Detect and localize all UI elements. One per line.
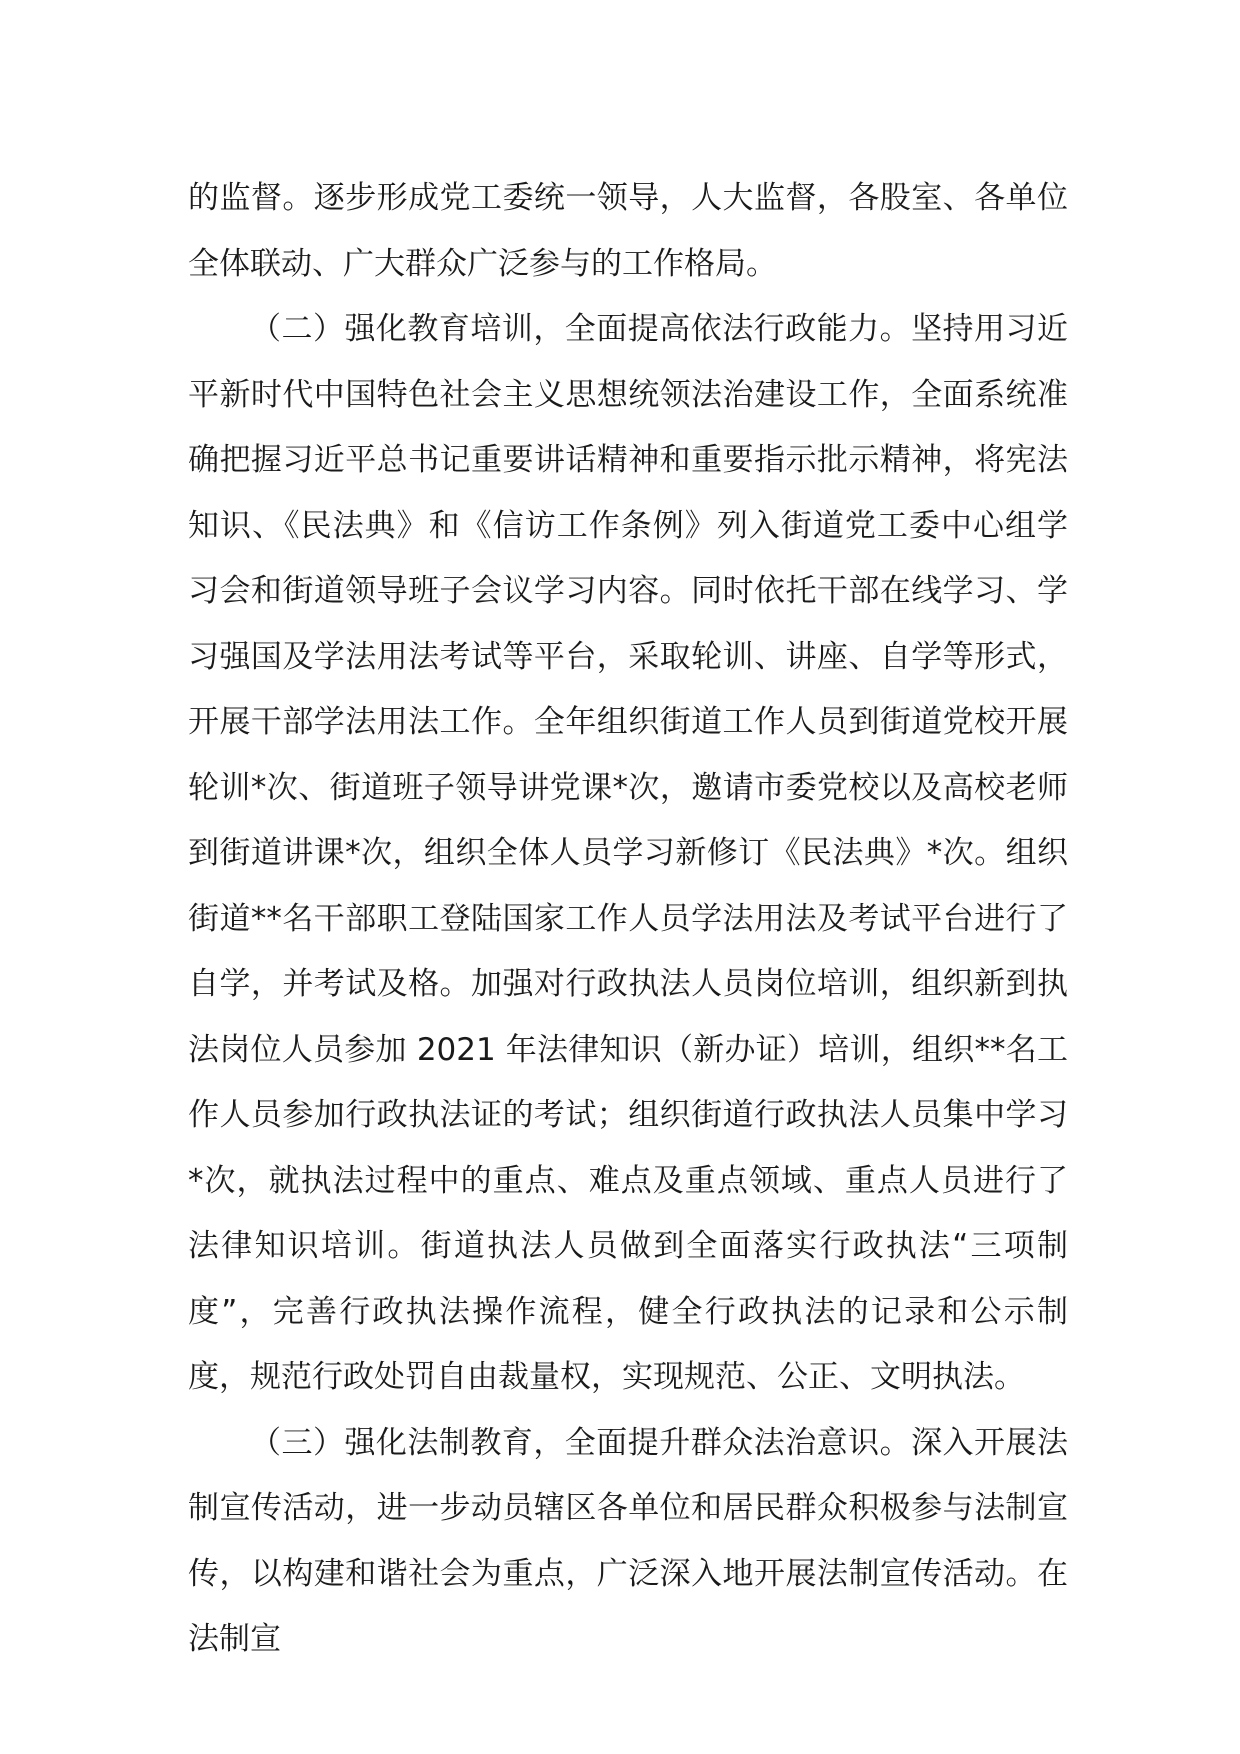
- paragraph-continuation: 的监督。逐步形成党工委统一领导，人大监督，各股室、各单位全体联动、广大群众广泛参与的工作格局。: [188, 180, 1068, 282]
- paragraph-section-three: （三）强化法制教育，全面提升群众法治意识。深入开展法制宣传活动，进一步动员辖区各单位和居民群众积极参与法制宣传，以构建和谐社会为重点，广泛深入地开展法制宣传活动。在法制宣: [188, 1424, 1068, 1657]
- paragraph-section-two: （二）强化教育培训，全面提高依法行政能力。坚持用习近平新时代中国特色社会主义思想统领法治建设工作，全面系统准确把握习近平总书记重要讲话精神和重要指示批示精神，将宪法知识、《民法典》和《信访工作条例》列入街道党工委中心组学习会和街道领导班子会议学习内容。同时依托干部在线学习、学习强国及学法用法考试等平台，采取轮训、讲座、自学等形式，开展干部学法用法工作。全年组织街道工作人员到街道党校开展轮训*次、街道班子领导讲党课*次，邀请市委党校以及高校老师到街道讲课*次，组织全体人员学习新修订《民法典》*次。组织街道**名干部职工登陆国家工作人员学法用法及考试平台进行了自学，并考试及格。加强对行政执法人员岗位培训，组织新到执法岗位人员参加 2021 年法律知识（新办证）培训，组织**名工作人员参加行政执法证的考试；组织街道行政执法人员集中学习*次，就执法过程中的重点、难点及重点领域、重点人员进行了法律知识培训。街道执法人员做到全面落实行政执法“三项制度”，完善行政执法操作流程，健全行政执法的记录和公示制度，规范行政处罚自由裁量权，实现规范、公正、文明执法。: [188, 311, 1068, 1395]
- document-body: [188, 166, 1068, 1673]
